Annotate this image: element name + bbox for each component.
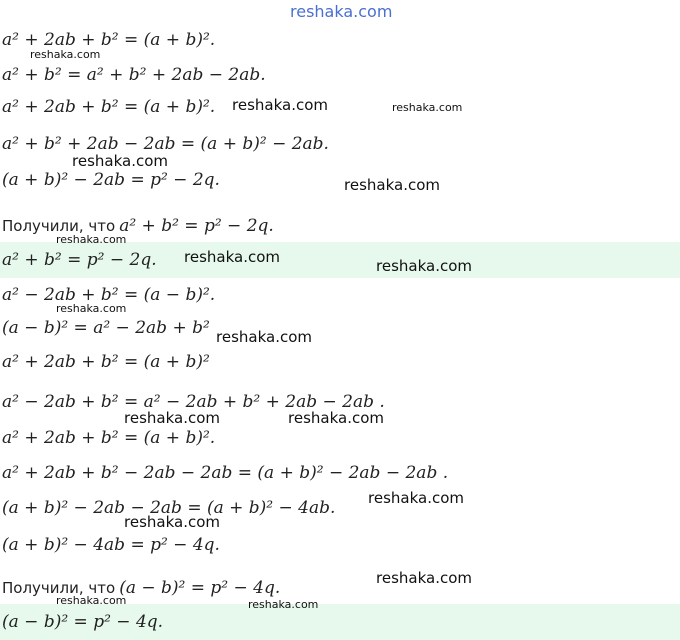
math-line: (a + b)² − 2ab − 2ab = (a + b)² − 4ab. <box>2 498 336 518</box>
math-line: a² + 2ab + b² − 2ab − 2ab = (a + b)² − 2ab − 2ab . <box>2 463 449 483</box>
watermark-text: reshaka.com <box>344 176 440 194</box>
watermark-text: reshaka.com <box>124 513 220 531</box>
math-line: a² + 2ab + b² = (a + b)² <box>2 352 210 372</box>
watermark-text: reshaka.com <box>30 48 101 61</box>
watermark-text: reshaka.com <box>184 248 280 266</box>
conclusion-formula: (a − b)² = p² − 4q. <box>119 578 281 598</box>
math-line: a² + b² + 2ab − 2ab = (a + b)² − 2ab. <box>2 134 329 154</box>
conclusion-prefix: Получили, что <box>2 217 116 235</box>
watermark-text: reshaka.com <box>376 569 472 587</box>
watermark-text: reshaka.com <box>72 152 168 170</box>
math-line: a² + 2ab + b² = (a + b)². <box>2 97 216 117</box>
watermark-text: reshaka.com <box>368 489 464 507</box>
math-line: a² + 2ab + b² = (a + b)². <box>2 30 216 50</box>
watermark-text: reshaka.com <box>124 409 220 427</box>
math-line: a² + 2ab + b² = (a + b)². <box>2 428 216 448</box>
watermark-text: reshaka.com <box>376 257 472 275</box>
watermark-text: reshaka.com <box>392 101 463 114</box>
math-line: a² + b² = a² + b² + 2ab − 2ab. <box>2 65 266 85</box>
watermark-text: reshaka.com <box>288 409 384 427</box>
math-line: a² − 2ab + b² = a² − 2ab + b² + 2ab − 2ab . <box>2 392 385 412</box>
watermark-text: reshaka.com <box>56 594 127 607</box>
site-header-link[interactable]: reshaka.com <box>290 2 393 21</box>
math-line: (a + b)² − 2ab = p² − 2q. <box>2 170 220 190</box>
watermark-text: reshaka.com <box>216 328 312 346</box>
math-line: (a + b)² − 4ab = p² − 4q. <box>2 535 220 555</box>
watermark-text: reshaka.com <box>56 233 127 246</box>
conclusion-formula: a² + b² = p² − 2q. <box>119 216 274 236</box>
answer-line: a² + b² = p² − 2q. <box>0 242 680 278</box>
watermark-text: reshaka.com <box>232 96 328 114</box>
watermark-text: reshaka.com <box>56 302 127 315</box>
watermark-text: reshaka.com <box>248 598 319 611</box>
math-line: a² − 2ab + b² = (a − b)². <box>2 285 216 305</box>
answer-line: (a − b)² = p² − 4q. <box>0 604 680 640</box>
math-line: (a − b)² = a² − 2ab + b² <box>2 318 210 338</box>
conclusion-prefix: Получили, что <box>2 579 116 597</box>
